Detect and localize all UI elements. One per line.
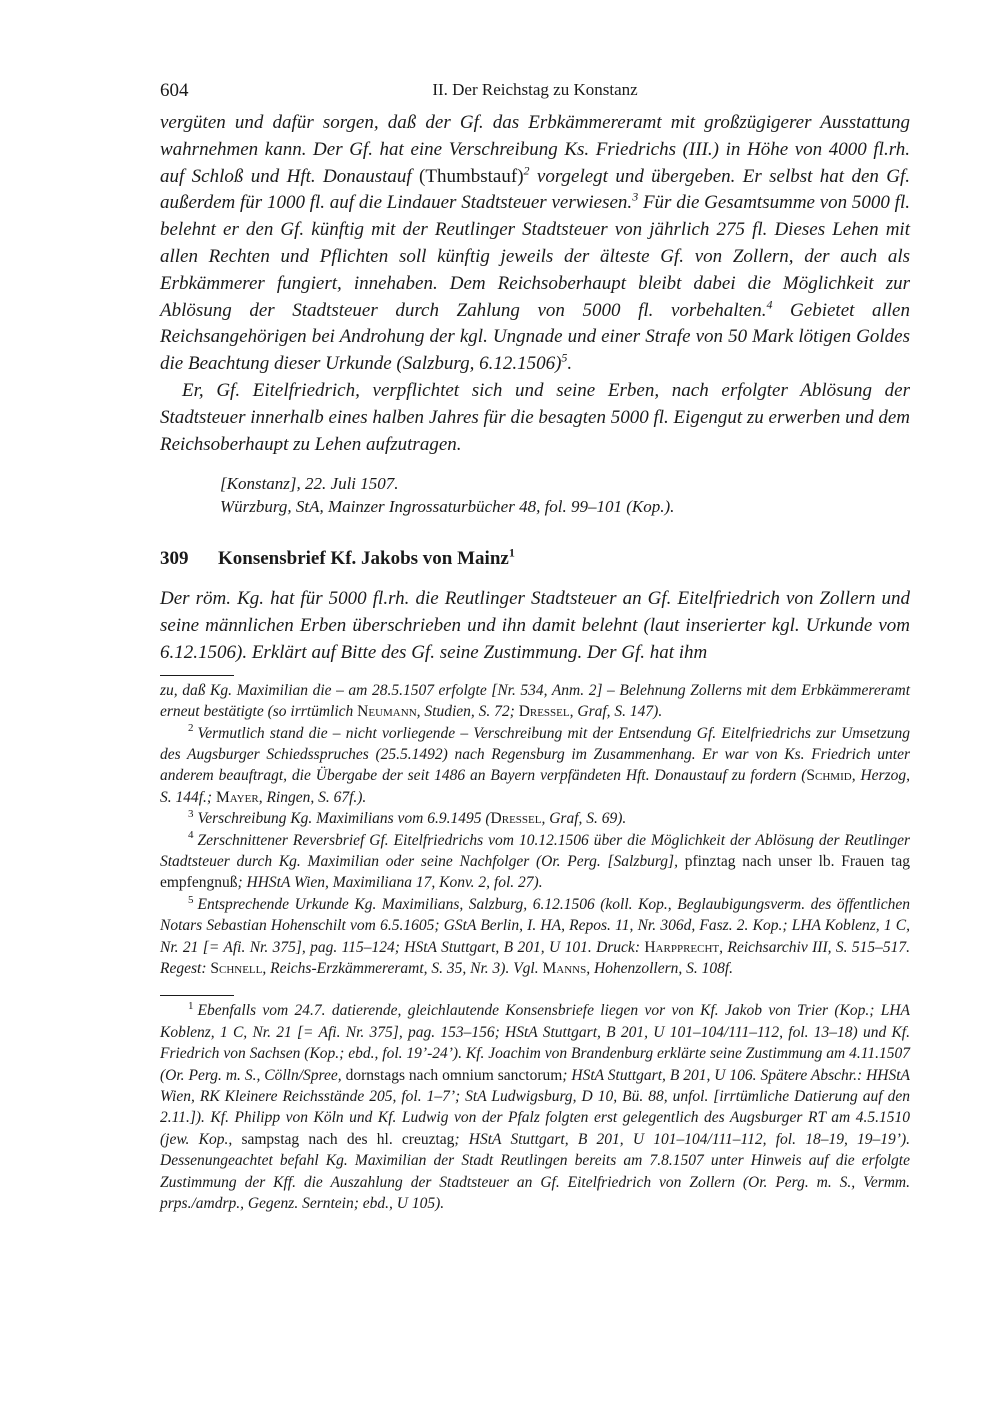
author-name: Manns [542, 960, 587, 978]
text-run: Für die Gesamtsumme von 5000 fl. belehnt er den Gf. künftig mit der Reutlinger Stadtsteuer von jährlich 275 fl. Dieses Lehen mit allen Rechten und Pflichten soll künftig jeweils der älteste Gf. von Zollern, der auch als Erbkämmerer fungiert, innehaben. Dem Reichsoberhaupt bleibt dabei die Möglichkeit zur Ablösung der Stadtsteuer durch Zahlung von 5000 fl. vorbehalten. [160, 192, 910, 321]
author-name: Schnell [210, 960, 263, 978]
author-name: Dressel [490, 810, 542, 828]
author-name: Neumann [357, 703, 417, 721]
quoted-date-upright: sampstag nach des hl. creuztag [241, 1130, 455, 1148]
text-run: , Reichs-Erzkämmereramt, S. 35, Nr. 3). Vgl. [262, 960, 543, 978]
text-run: , Reichsarchiv III, S. 515–517. Regest: [160, 938, 910, 978]
document-number: 309 [160, 548, 189, 570]
text-run: ; HStA Stuttgart, B 201, U 101–104/111–112, fol. 18–19, 19–19’). Dessenungeachtet befahl Kg. Maximilian der Stadt Reutlingen bereits am 7.8.1507 unter Hinweis auf die erfolgte Zustimmung der Kff. die Auszahlung der Stadtsteuer an Gf. Eitelfriedrich von Zollern (Or. Perg. m. S., Vermm. prps./amdrp., Gegenz. Serntein; ebd., U 105). [160, 1130, 911, 1213]
footnote-1 [160, 1000, 910, 1214]
document-heading [160, 546, 910, 572]
footnote-number: 3 [188, 808, 194, 821]
text-run: , Hohenzollern, S. 108f. [586, 960, 734, 978]
footnote-ref[interactable]: 4 [766, 297, 773, 312]
footnotes-previous-doc [160, 680, 910, 980]
date-source-block [220, 472, 910, 518]
running-title: II. Der Reichstag zu Konstanz [432, 80, 638, 99]
text-run: zu, daß Kg. Maximilian die – am 28.5.1507 erfolgte [Nr. 534, Anm. 2] – Belehnung Zollerns mit dem Erbkämmereramt erneut bestätigte (so irrtümlich [160, 681, 910, 721]
text-run: Ebenfalls vom 24.7. datierende, gleichlautende Konsensbriefe liegen vor von Kf. Jakob von Trier (Kop.; LHA Koblenz, 1 C, Nr. 21 [= Afi. Nr. 375], pag. 153–156; HStA Stuttgart, B 201, U 101–104/111–112, fol. 13–18) und Kf. Friedrich von Sachsen (Kop.; ebd., fol. 19’-24’). Kf. Joachim von Brandenburg erklärte seine Zustimmung am 4.11.1507 (Or. Perg. m. S., Cölln/Spree, [160, 1002, 910, 1084]
author-name: Dressel [518, 703, 570, 721]
date-line: [Konstanz], 22. Juli 1507. [220, 474, 399, 494]
document-title: Konsensbrief Kf. Jakobs von Mainz [218, 548, 509, 570]
text-run-upright: (Thumbstauf) [419, 165, 524, 187]
text-run: vorgelegt und übergeben. Er selbst hat den Gf. außerdem für 1000 fl. auf die Lindauer Stadtsteuer verwiesen. [160, 165, 910, 214]
footnote-ref[interactable]: 3 [632, 190, 639, 205]
text-run: , Graf, S. 69). [541, 810, 627, 828]
text-run: Gebietet allen Reichsangehörigen bei Androhung der kgl. Ungnade und einer Strafe von 50 Mark lötigen Goldes die Beachtung dieser Urkunde (Salzburg, 6.12.1506) [160, 299, 910, 375]
footnote-continuation [160, 680, 910, 723]
footnote-number: 5 [188, 893, 194, 906]
page-number: 604 [160, 80, 189, 101]
document-page [160, 80, 910, 1215]
text-run: ; HHStA Wien, Maximiliana 17, Konv. 2, fol. 27). [237, 874, 543, 892]
footnote-3 [160, 808, 910, 829]
footnote-number: 4 [188, 829, 194, 842]
footnote-2 [160, 723, 910, 809]
author-name: Mayer [215, 788, 259, 806]
quoted-date-upright: dornstags nach omnium sanctorum [345, 1066, 563, 1084]
text-run: , Studien, S. 72; [416, 703, 519, 721]
text-run: Entsprechende Urkunde Kg. Maximilians, Salzburg, 6.12.1506 (koll. Kop., Beglaubigungsverm. des öffentlichen Notars Sebastian Hohenschilt vom 6.5.1605; GStA Berlin, I. HA, Repos. 11, Nr. 306d, Fasz. 2. Kop.; LHA Koblenz, 1 C, Nr. 21 [= Afi. Nr. 375], pag. 115–124; HStA Stuttgart, B 201, U 101. Druck: [160, 895, 910, 956]
footnote-ref[interactable]: 2 [523, 163, 530, 178]
text-run: . [567, 353, 573, 375]
footnote-number: 1 [188, 1000, 194, 1013]
author-name: Harpprecht [644, 938, 720, 956]
footnote-ref[interactable]: 5 [561, 350, 568, 365]
text-run: , Graf, S. 147). [569, 703, 663, 721]
text-run: Verschreibung Kg. Maximilians vom 6.9.1495 ( [197, 810, 491, 828]
running-head [160, 80, 910, 110]
footnote-4 [160, 830, 910, 894]
text-run: , Ringen, S. 67f.). [258, 788, 367, 806]
continued-abstract [160, 110, 910, 378]
text-run: ; HStA Stuttgart, B 201, U 106. Spätere Abschr.: HHStA Wien, RK Kleinere Reichsstände 205, fol. 1–7’; StA Ludwigsburg, D 10, Bü. 88, unfol. [irrtümliche Datierung auf den 2.11.]). Kf. Philipp von Köln und Kf. Ludwig von der Pfalz folgten erst gelegentlich des Augsburger RT am 4.5.1510 (jew. Kop., [160, 1066, 910, 1148]
footnote-5 [160, 894, 910, 980]
author-name: Schmid [806, 767, 852, 785]
text-run: Zerschnittener Reversbrief Gf. Eitelfriedrichs vom 10.12.1506 über die Möglichkeit der Ablösung der Reutlinger Stadtsteuer durch Kg. Maximilian oder seine Nachfolger (Or. Perg. [Salzburg], [160, 831, 910, 870]
document-abstract: Der röm. Kg. hat für 5000 fl.rh. die Reutlinger Stadtsteuer an Gf. Eitelfriedrich von Zollern und seine männlichen Erben überschrieben und ihn damit belehnt (laut inserierter kgl. Urkunde vom 6.12.1506). Erklärt auf Bitte des Gf. seine Zustimmung. Der Gf. hat ihm [160, 588, 910, 663]
footnotes-doc-309 [160, 1000, 910, 1214]
quoted-date-upright: pfinztag nach unser lb. Frauen tag empfengnuß [160, 853, 910, 892]
footnote-number: 2 [188, 722, 194, 735]
text-run: , Herzog, S. 144f.; [160, 767, 910, 806]
abstract-paragraph: Er, Gf. Eitelfriedrich, verpflichtet sich und seine Erben, nach erfolgter Ablösung der Stadtsteuer innerhalb eines halben Jahres für die besagten 5000 fl. Eigengut zu erwerben und dem Reichsoberhaupt zu Lehen aufzutragen. [160, 379, 910, 455]
text-run: Vermutlich stand die – nicht vorliegende – Verschreibung mit der Entsendung Gf. Eitelfriedrichs zur Umsetzung des Augsburger Schiedsspruches (25.5.1492) nach Regensburg im Zusammenhang. Er war von Ks. Friedrich unter anderem beauftragt, die Übergabe der seit 1486 an Bayern verpfändeten Hft. Donaustauf zu fordern ( [160, 724, 910, 785]
footnote-rule [160, 675, 234, 676]
footnote-rule [160, 995, 234, 996]
source-line: Würzburg, StA, Mainzer Ingrossaturbücher 48, fol. 99–101 (Kop.). [220, 497, 675, 517]
text-run: vergüten und dafür sorgen, daß der Gf. das Erbkämmereramt mit großzügigerer Ausstattung wahrnehmen kann. Der Gf. hat eine Verschreibung Ks. Friedrichs (III.) in Höhe von 4000 fl.rh. auf Schloß und Hft. Donaustauf [160, 112, 910, 187]
footnote-ref[interactable]: 1 [508, 546, 515, 561]
